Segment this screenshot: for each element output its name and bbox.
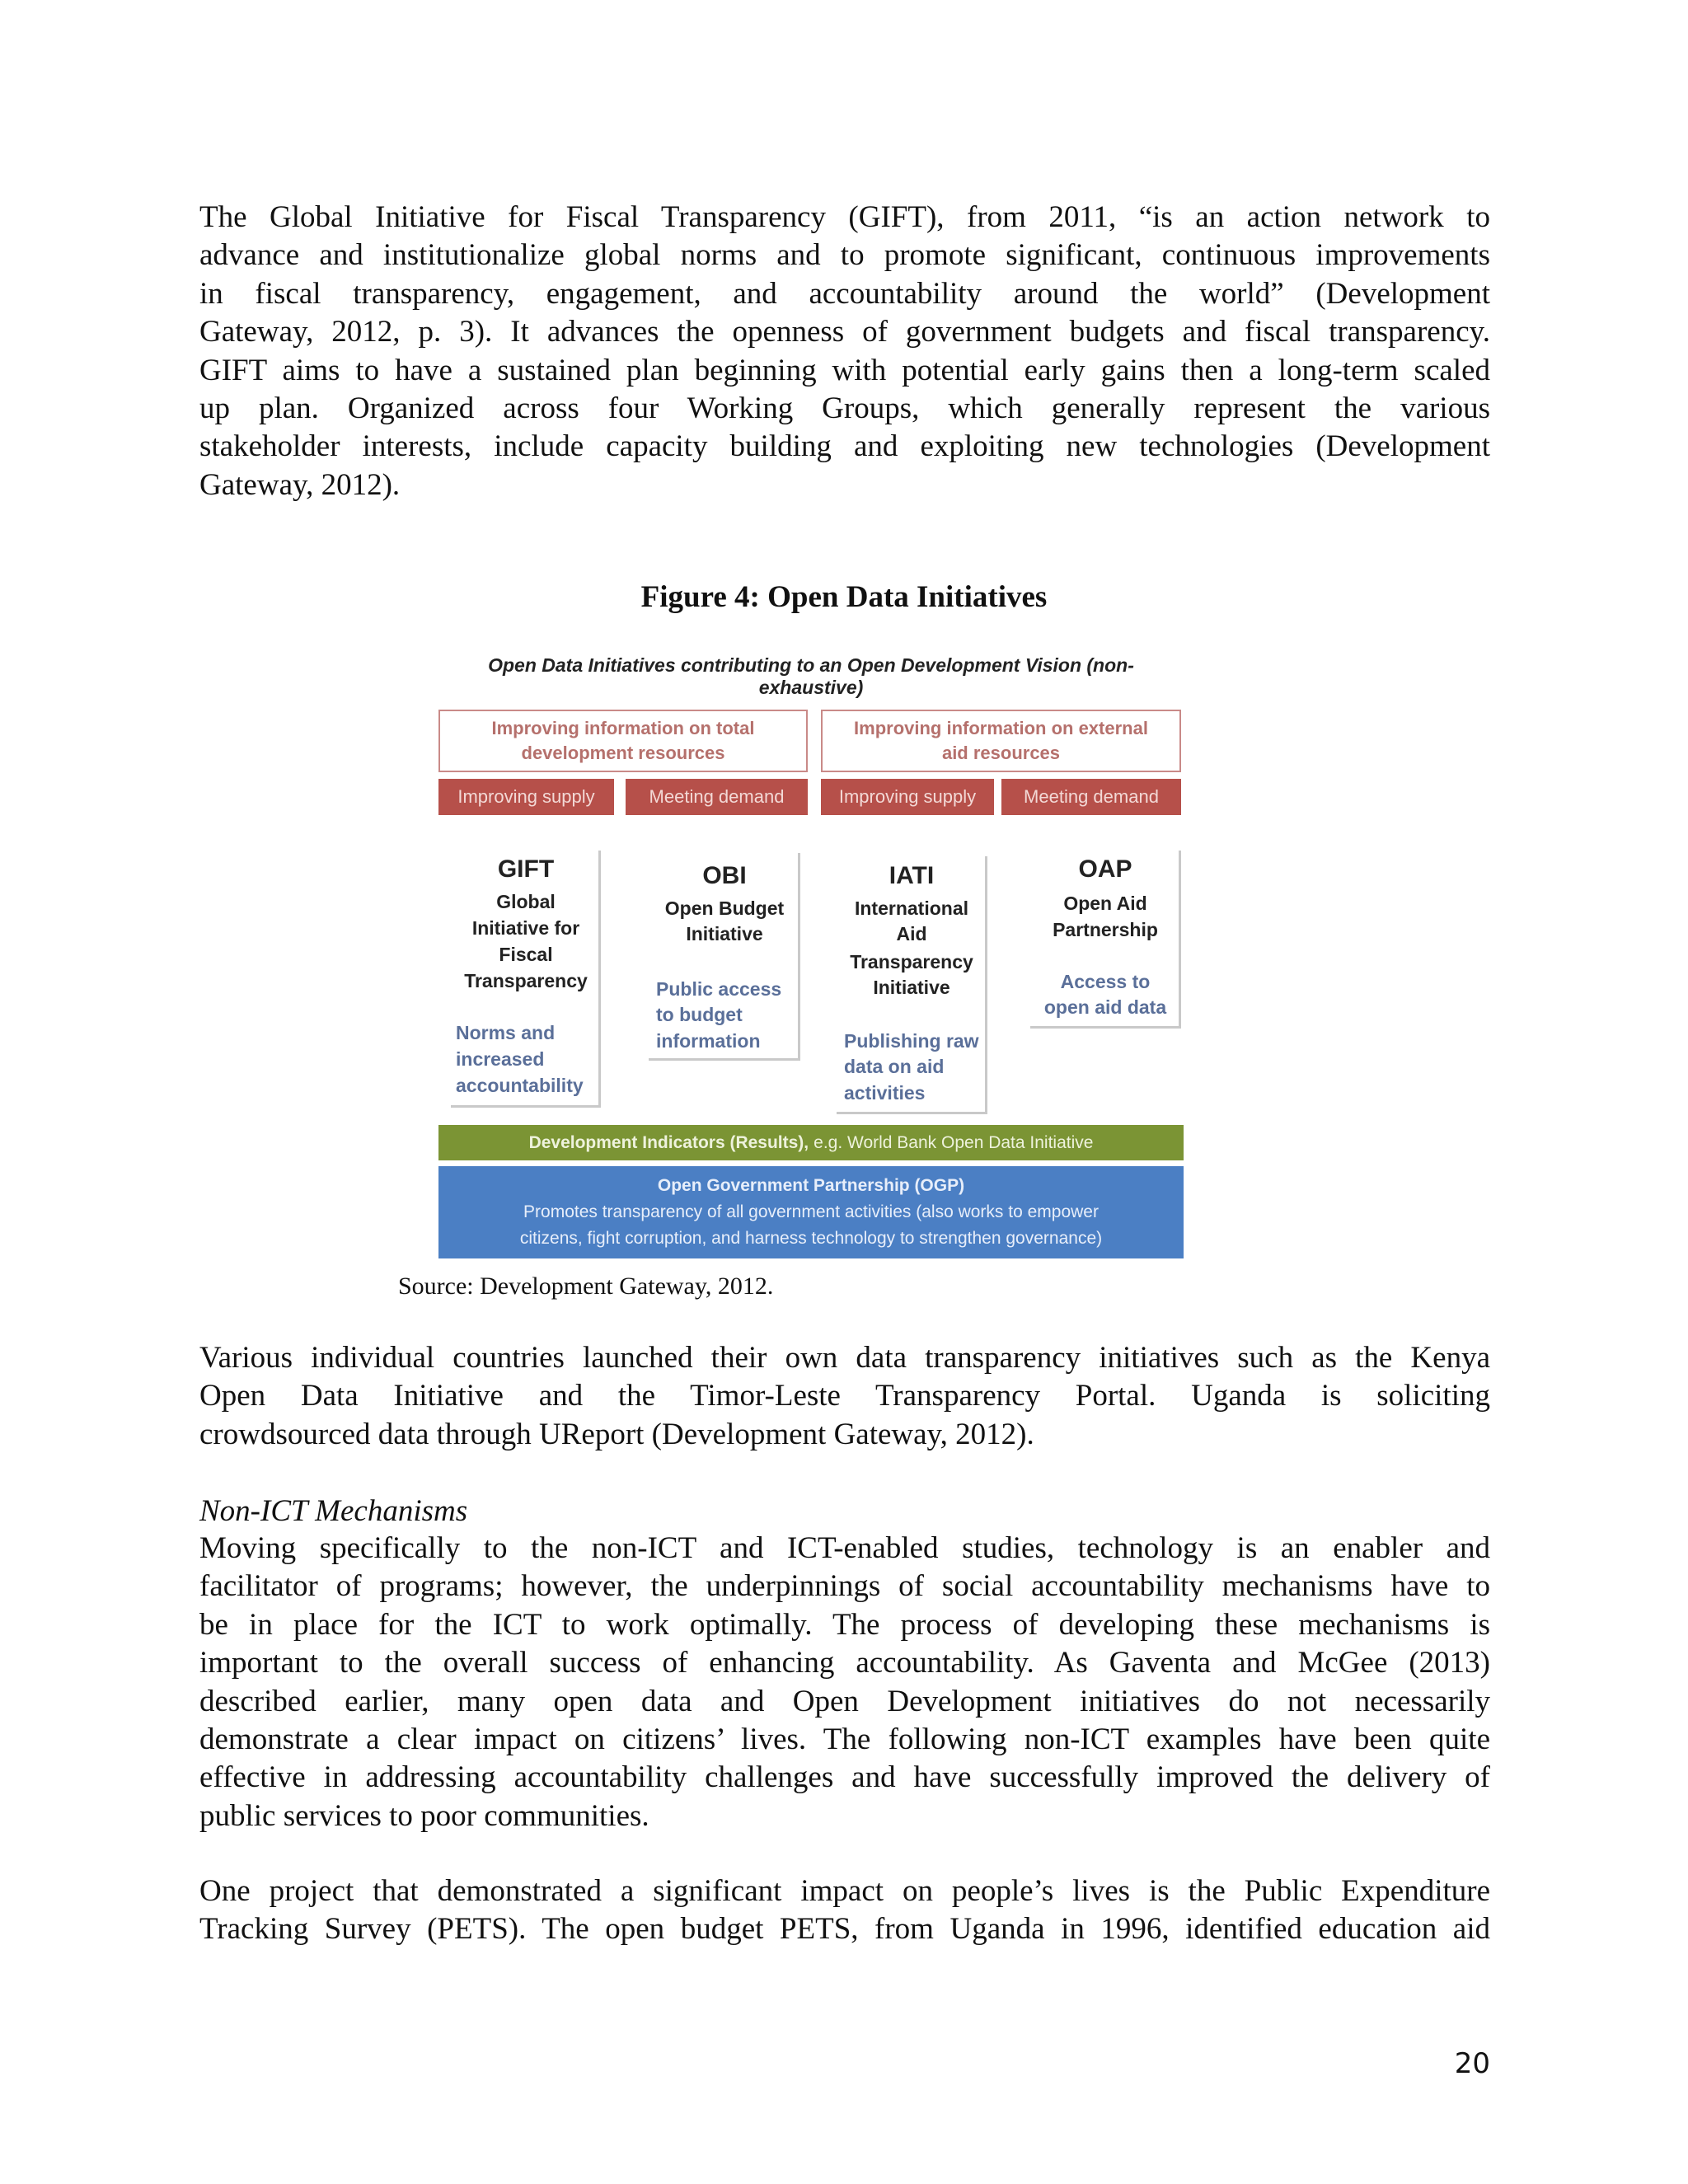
- text-line: demonstrate a clear impact on citizens’ lives. The following non-ICT examples have been quite: [199, 1722, 1490, 1756]
- text-line: important to the overall success of enhancing accountability. As Gaventa and McGee (2013): [199, 1646, 1490, 1680]
- card-acronym: OBI: [702, 862, 747, 889]
- card-name-line: Initiative: [873, 977, 950, 998]
- card-name-line: Partnership: [1053, 919, 1158, 940]
- card-name-line: Aid: [896, 923, 927, 944]
- paragraph-pets: [199, 1872, 1490, 1949]
- card-desc-line: Access to: [1060, 971, 1151, 992]
- text-line: Gateway, 2012, p. 3). It advances the openness of government budgets and fiscal transparency.: [199, 315, 1490, 349]
- card-acronym: IATI: [889, 862, 935, 889]
- bar-meeting-demand: Meeting demand: [626, 779, 808, 815]
- card-desc-line: Publishing raw: [844, 1030, 979, 1052]
- text-line: The Global Initiative for Fiscal Transparency (GIFT), from 2011, “is an action network to: [199, 200, 1490, 234]
- text-line: be in place for the ICT to work optimally. The process of developing these mechanisms is: [199, 1607, 1490, 1642]
- section-heading: Non-ICT Mechanisms: [199, 1494, 468, 1528]
- text-line: Gateway, 2012).: [199, 467, 401, 502]
- card-name-line: Transparency: [464, 970, 588, 991]
- indicators-label: Development Indicators (Results),: [528, 1132, 809, 1152]
- card-name-line: Open Budget: [664, 898, 785, 919]
- card-desc-line: to budget: [656, 1004, 743, 1025]
- figure-caption: Figure 4: Open Data Initiatives: [640, 580, 1048, 614]
- ogp-line: citizens, fight corruption, and harness technology to strengthen governance): [519, 1229, 1103, 1248]
- box-line: development resources: [521, 743, 725, 763]
- bar-meeting-demand: Meeting demand: [1001, 779, 1181, 815]
- ogp-line: Promotes transparency of all government activities (also works to empower: [523, 1202, 1099, 1221]
- text-line: Tracking Survey (PETS). The open budget PETS, from Uganda in 1996, identified education aid: [199, 1912, 1490, 1947]
- top-box-external-aid: [821, 710, 1181, 772]
- bar-improving-supply: Improving supply: [438, 779, 614, 815]
- card-name-line: Initiative for: [471, 917, 580, 939]
- figure-title: Open Data Initiatives contributing to an Open Development Vision (non-exhaustive): [488, 654, 1134, 698]
- text-line: One project that demonstrated a significant impact on people’s lives is the Public Expenditure: [199, 1874, 1490, 1908]
- bar-improving-supply: Improving supply: [821, 779, 994, 815]
- box-line: Improving information on total: [491, 718, 755, 738]
- card-desc-line: data on aid: [844, 1056, 945, 1077]
- card-name-line: Fiscal: [499, 944, 553, 965]
- text-line: described earlier, many open data and Open Development initiatives do not necessarily: [199, 1684, 1490, 1718]
- paragraph-non-ict: [199, 1530, 1490, 1835]
- top-box-total-resources: [438, 710, 808, 772]
- paragraph-countries: [199, 1339, 1490, 1454]
- text-line: Various individual countries launched their own data transparency initiatives such as the Kenya: [199, 1341, 1490, 1375]
- card-name-line: Global: [496, 891, 556, 912]
- text-line: up plan. Organized across four Working Groups, which generally represent the various: [199, 391, 1490, 425]
- page-number: 20: [1454, 2047, 1490, 2080]
- card-desc-line: information: [656, 1030, 761, 1052]
- development-indicators-bar: [438, 1125, 1184, 1160]
- ogp-title: Open Government Partnership (OGP): [657, 1176, 965, 1195]
- box-line: aid resources: [941, 743, 1061, 763]
- indicators-example: e.g. World Bank Open Data Initiative: [814, 1132, 1094, 1152]
- text-line: stakeholder interests, include capacity building and exploiting new technologies (Development: [199, 429, 1490, 464]
- card-desc-line: increased: [456, 1048, 545, 1070]
- text-line: GIFT aims to have a sustained plan beginning with potential early gains then a long-term scaled: [199, 353, 1490, 387]
- box-line: Improving information on external: [854, 718, 1148, 738]
- text-line: effective in addressing accountability challenges and have successfully improved the delivery of: [199, 1760, 1490, 1795]
- card-acronym: GIFT: [497, 855, 555, 883]
- text-line: advance and institutionalize global norms and to promote significant, continuous improvements: [199, 238, 1490, 273]
- card-name-line: Initiative: [686, 923, 763, 944]
- text-line: in fiscal transparency, engagement, and accountability around the world” (Development: [199, 276, 1490, 311]
- text-line: facilitator of programs; however, the underpinnings of social accountability mechanisms have to: [199, 1569, 1490, 1604]
- card-acronym: OAP: [1078, 855, 1132, 883]
- figure-source: Source: Development Gateway, 2012.: [398, 1272, 774, 1300]
- card-desc-line: Norms and: [456, 1022, 556, 1043]
- text-line: Open Data Initiative and the Timor-Leste Transparency Portal. Uganda is soliciting: [199, 1379, 1490, 1413]
- ogp-bar: [438, 1166, 1184, 1258]
- text-line: public services to poor communities.: [199, 1798, 649, 1833]
- card-desc-line: open aid data: [1043, 996, 1167, 1018]
- card-name-line: International: [854, 898, 968, 919]
- card-name-line: Transparency: [850, 951, 973, 972]
- paragraph-gift: [199, 199, 1490, 504]
- card-desc-line: accountability: [456, 1075, 584, 1096]
- card-name-line: Open Aid: [1063, 893, 1147, 914]
- card-desc-line: Public access: [656, 978, 782, 1000]
- text-line: Moving specifically to the non-ICT and ICT-enabled studies, technology is an enabler and: [199, 1531, 1490, 1565]
- card-desc-line: activities: [844, 1082, 926, 1104]
- text-line: crowdsourced data through UReport (Development Gateway, 2012).: [199, 1417, 1034, 1451]
